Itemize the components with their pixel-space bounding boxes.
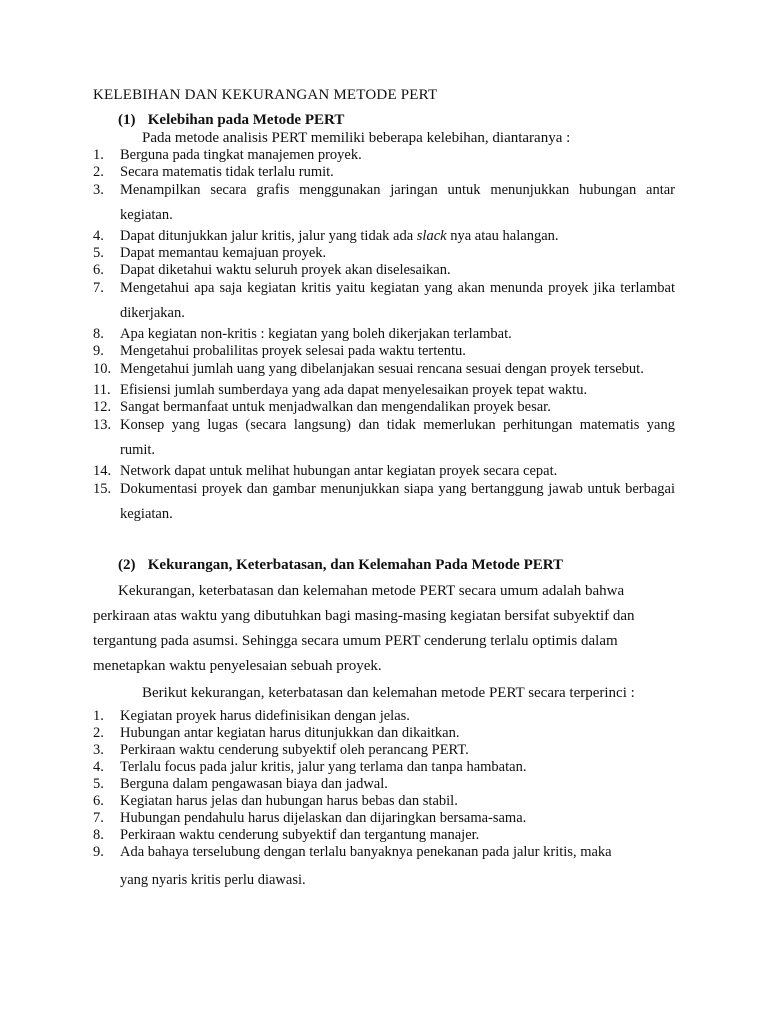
list-item — [93, 793, 675, 810]
item-text-line: Ada bahaya terselubung dengan terlalu banyaknya penekanan pada jalur kritis, maka — [120, 844, 612, 860]
item-text: Dapat diketahui waktu seluruh proyek akan diselesaikan. — [120, 262, 451, 278]
item-number: 6. — [93, 262, 104, 278]
item-number: 5. — [93, 245, 104, 261]
list-item — [93, 742, 675, 759]
item-text: Menampilkan secara grafis menggunakan jaringan untuk menunjukkan hubungan antar kegiatan. — [120, 182, 675, 223]
list-item — [93, 413, 675, 463]
item-text: Hubungan antar kegiatan harus ditunjukkan dan dikaitkan. — [120, 725, 460, 741]
disadvantages-list — [93, 708, 675, 889]
list-item — [93, 776, 675, 793]
item-text: Mengetahui probalilitas proyek selesai pada waktu tertentu. — [120, 343, 466, 359]
section2-para-line-4: menetapkan waktu penyelesaian sebuah proyek. — [93, 658, 382, 674]
item-number: 13. — [93, 417, 112, 433]
list-item — [93, 245, 675, 262]
item-number: 6. — [93, 793, 104, 809]
list-item — [93, 228, 675, 245]
item-text: Mengetahui jumlah uang yang dibelanjakan sesuai rencana sesuai dengan proyek tersebut. — [120, 361, 644, 377]
list-item — [93, 810, 675, 827]
item-number: 1. — [93, 147, 104, 163]
document-title: KELEBIHAN DAN KEKURANGAN METODE PERT — [93, 87, 438, 103]
item-text: Kegiatan proyek harus didefinisikan dengan jelas. — [120, 708, 410, 724]
item-number: 9. — [93, 343, 104, 359]
section2-para-line-1: Kekurangan, keterbatasan dan kelemahan metode PERT secara umum adalah bahwa — [118, 583, 625, 599]
section1-intro: Pada metode analisis PERT memiliki beberapa kelebihan, diantaranya : — [142, 130, 571, 146]
item-number: 10. — [93, 361, 112, 377]
item-text: Apa kegiatan non-kritis : kegiatan yang boleh dikerjakan terlambat. — [120, 326, 512, 342]
list-item — [93, 827, 675, 844]
item-number: 1. — [93, 708, 104, 724]
item-text: Terlalu focus pada jalur kritis, jalur yang terlama dan tanpa hambatan. — [120, 759, 527, 775]
item-text: Perkiraan waktu cenderung subyektif dan tergantung manajer. — [120, 827, 480, 843]
item-number: 14. — [93, 463, 112, 479]
item-number: 5. — [93, 776, 104, 792]
item-number: 7. — [93, 810, 104, 826]
item-text-part: Dapat ditunjukkan jalur kritis, jalur yang tidak ada — [120, 228, 417, 244]
section1-title: Kelebihan pada Metode PERT — [147, 112, 345, 128]
item-number: 4. — [93, 228, 104, 244]
item-text: Efisiensi jumlah sumberdaya yang ada dapat menyelesaikan proyek tepat waktu. — [120, 382, 588, 398]
item-number: 8. — [93, 326, 104, 342]
item-text: Berguna dalam pengawasan biaya dan jadwal. — [120, 776, 388, 792]
item-number: 12. — [93, 399, 112, 415]
advantages-list — [93, 147, 675, 527]
list-item — [93, 708, 675, 725]
item-number: 3. — [93, 742, 104, 758]
section2-para-line-2: perkiraan atas waktu yang dibutuhkan bagi masing-masing kegiatan bersifat subyektif dan — [93, 608, 635, 624]
list-item — [93, 326, 675, 343]
item-text: Network dapat untuk melihat hubungan antar kegiatan proyek secara cepat. — [120, 463, 558, 479]
item-text: Berguna pada tingkat manajemen proyek. — [120, 147, 362, 163]
item-text: Dokumentasi proyek dan gambar menunjukkan siapa yang bertanggung jawab untuk berbagai kegiatan. — [120, 481, 675, 522]
item-number: 11. — [93, 382, 111, 398]
list-item — [93, 357, 675, 382]
list-item — [93, 382, 675, 399]
section2-heading — [118, 557, 563, 574]
section1-number: (1) — [118, 112, 136, 128]
item-number: 3. — [93, 182, 104, 198]
list-item — [93, 178, 675, 228]
item-number: 9. — [93, 844, 104, 860]
item-text: Dapat memantau kemajuan proyek. — [120, 245, 327, 261]
item-number: 15. — [93, 481, 112, 497]
item-number: 7. — [93, 280, 104, 296]
item-number: 2. — [93, 164, 104, 180]
list-item — [93, 759, 675, 776]
item-text: Perkiraan waktu cenderung subyektif oleh perancang PERT. — [120, 742, 469, 758]
item-text: Mengetahui apa saja kegiatan kritis yaitu kegiatan yang akan menunda proyek jika terlambat dikerjakan. — [120, 280, 675, 321]
item-number: 2. — [93, 725, 104, 741]
list-item — [93, 276, 675, 326]
section2-intro: Berikut kekurangan, keterbatasan dan kelemahan metode PERT secara terperinci : — [142, 685, 635, 701]
item-text-italic: slack — [416, 228, 447, 244]
item-number: 8. — [93, 827, 104, 843]
list-item — [93, 725, 675, 742]
item-number: 4. — [93, 759, 104, 775]
item-text: Secara matematis tidak terlalu rumit. — [120, 164, 334, 180]
list-item — [93, 147, 675, 164]
item-text: Konsep yang lugas (secara langsung) dan tidak memerlukan perhitungan matematis yang rumit. — [120, 417, 675, 458]
item-text — [120, 844, 675, 889]
item-text: Kegiatan harus jelas dan hubungan harus bebas dan stabil. — [120, 793, 458, 809]
list-item — [93, 844, 675, 889]
section2-title: Kekurangan, Keterbatasan, dan Kelemahan Pada Metode PERT — [147, 557, 564, 573]
item-text — [120, 228, 675, 245]
section2-number: (2) — [118, 557, 136, 573]
item-text-part: nya atau halangan. — [446, 228, 559, 244]
section2-para-line-3: tergantung pada asumsi. Sehingga secara umum PERT cenderung terlalu optimis dalam — [93, 633, 618, 649]
item-text-line: yang nyaris kritis perlu diawasi. — [120, 872, 306, 888]
item-text: Hubungan pendahulu harus dijelaskan dan dijaringkan bersama-sama. — [120, 810, 527, 826]
item-text: Sangat bermanfaat untuk menjadwalkan dan mengendalikan proyek besar. — [120, 399, 551, 415]
list-item — [93, 477, 675, 527]
